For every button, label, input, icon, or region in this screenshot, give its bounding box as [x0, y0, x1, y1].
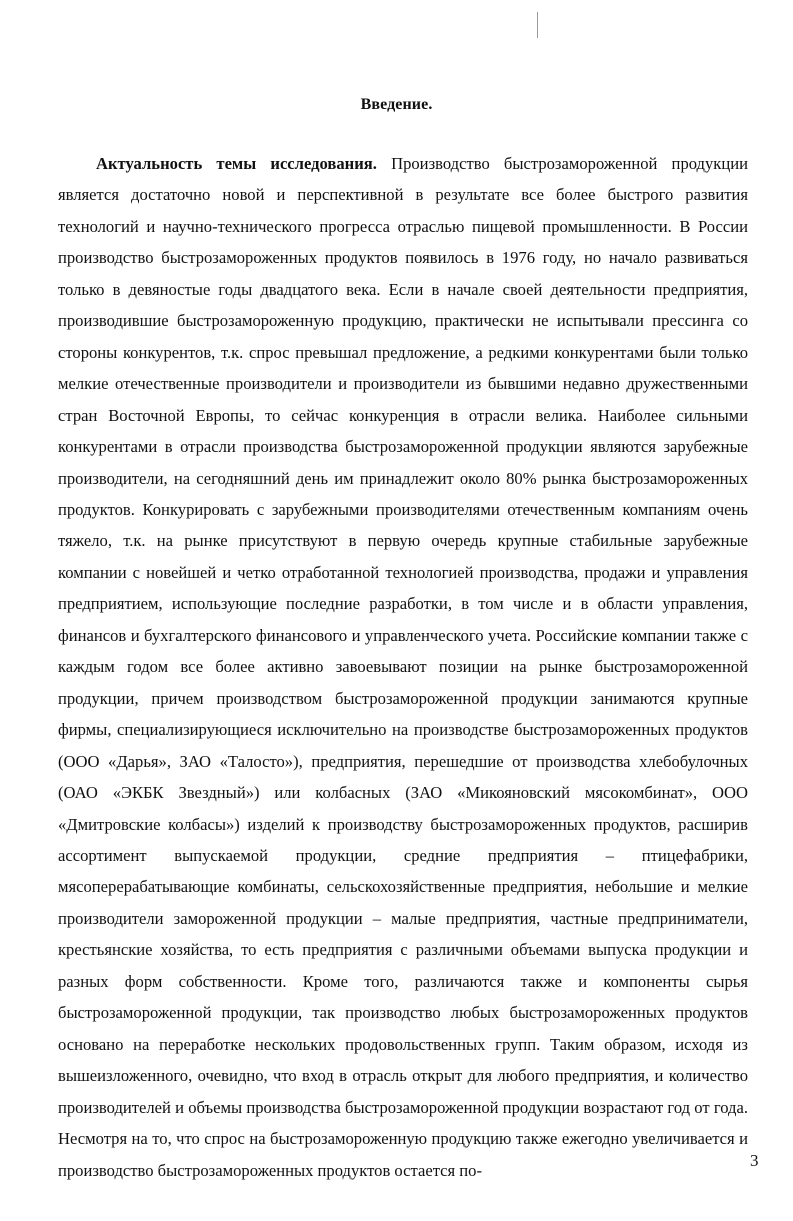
scan-artifact-line: [537, 12, 538, 38]
page-title: Введение.: [360, 96, 433, 113]
paragraph-text: Производство быстрозамороженной продукции является достаточно новой и перспективной в результате все более быстрого развития технологий и научно-технического прогресса отраслью пищевой промышленности. В России производство быстрозамороженных продуктов появилось в 1976 году, но начало развиваться только в девяностые годы двадцатого века. Если в начале своей деятельности предприятия, производившие быстрозамороженную продукцию, практически не испытывали прессинга со стороны конкурентов, т.к. спрос превышал предложение, а редкими конкурентами были только мелкие отечественные производители и производители из бывшими недавно дружественными стран Восточной Европы, то сейчас конкуренция в отрасли велика. Наиболее сильными конкурентами в отрасли производства быстрозамороженной продукции являются зарубежные производители, на сегодняшний день им принадлежит около 80% рынка быстрозамороженных продуктов. Конкурировать с зарубежными производителями отечественным компаниям очень тяжело, т.к. на рынке присутствуют в первую очередь крупные стабильные зарубежные компании с новейшей и четко отработанной технологией производства, продажи и управления предприятием, использующие последние разработки, в том числе и в области управления, финансов и бухгалтерского финансового и управленческого учета. Российские компании также с каждым годом все более активно завоевывают позиции на рынке быстрозамороженной продукции, причем производством быстрозамороженной продукции занимаются крупные фирмы, специализирующиеся исключительно на производстве быстрозамороженных продуктов (ООО «Дарья», ЗАО «Талосто»), предприятия, перешедшие от производства хлебобулочных (ОАО «ЭКБК Звездный») или колбасных (ЗАО «Микояновский мясокомбинат», ООО «Дмитровские колбасы») изделий к производству быстрозамороженных продуктов, расширив ассортимент выпускаемой продукции, средние предприятия – птицефабрики, мясоперерабатывающие комбинаты, сельскохозяйственные предприятия, небольшие и мелкие производители замороженной продукции – малые предприятия, частные предприниматели, крестьянские хозяйства, то есть предприятия с различными объемами выпуска продукции и разных форм собственности. Кроме того, различаются также и компоненты сырья быстрозамороженной продукции, так производство любых быстрозамороженных продуктов основано на переработке нескольких продовольственных групп. Таким образом, исходя из вышеизложенного, очевидно, что вход в отрасль открыт для любого предприятия, и количество производителей и объемы производства быстрозамороженной продукции возрастают год от года. Несмотря на то, что спрос на быстрозамороженную продукцию также ежегодно увеличивается и производство быстрозамороженных продуктов остается по-: [58, 154, 748, 1180]
page-number: 3: [750, 1151, 759, 1170]
body-paragraph: [58, 148, 748, 1186]
section-lead: Актуальность темы исследования.: [96, 154, 377, 173]
